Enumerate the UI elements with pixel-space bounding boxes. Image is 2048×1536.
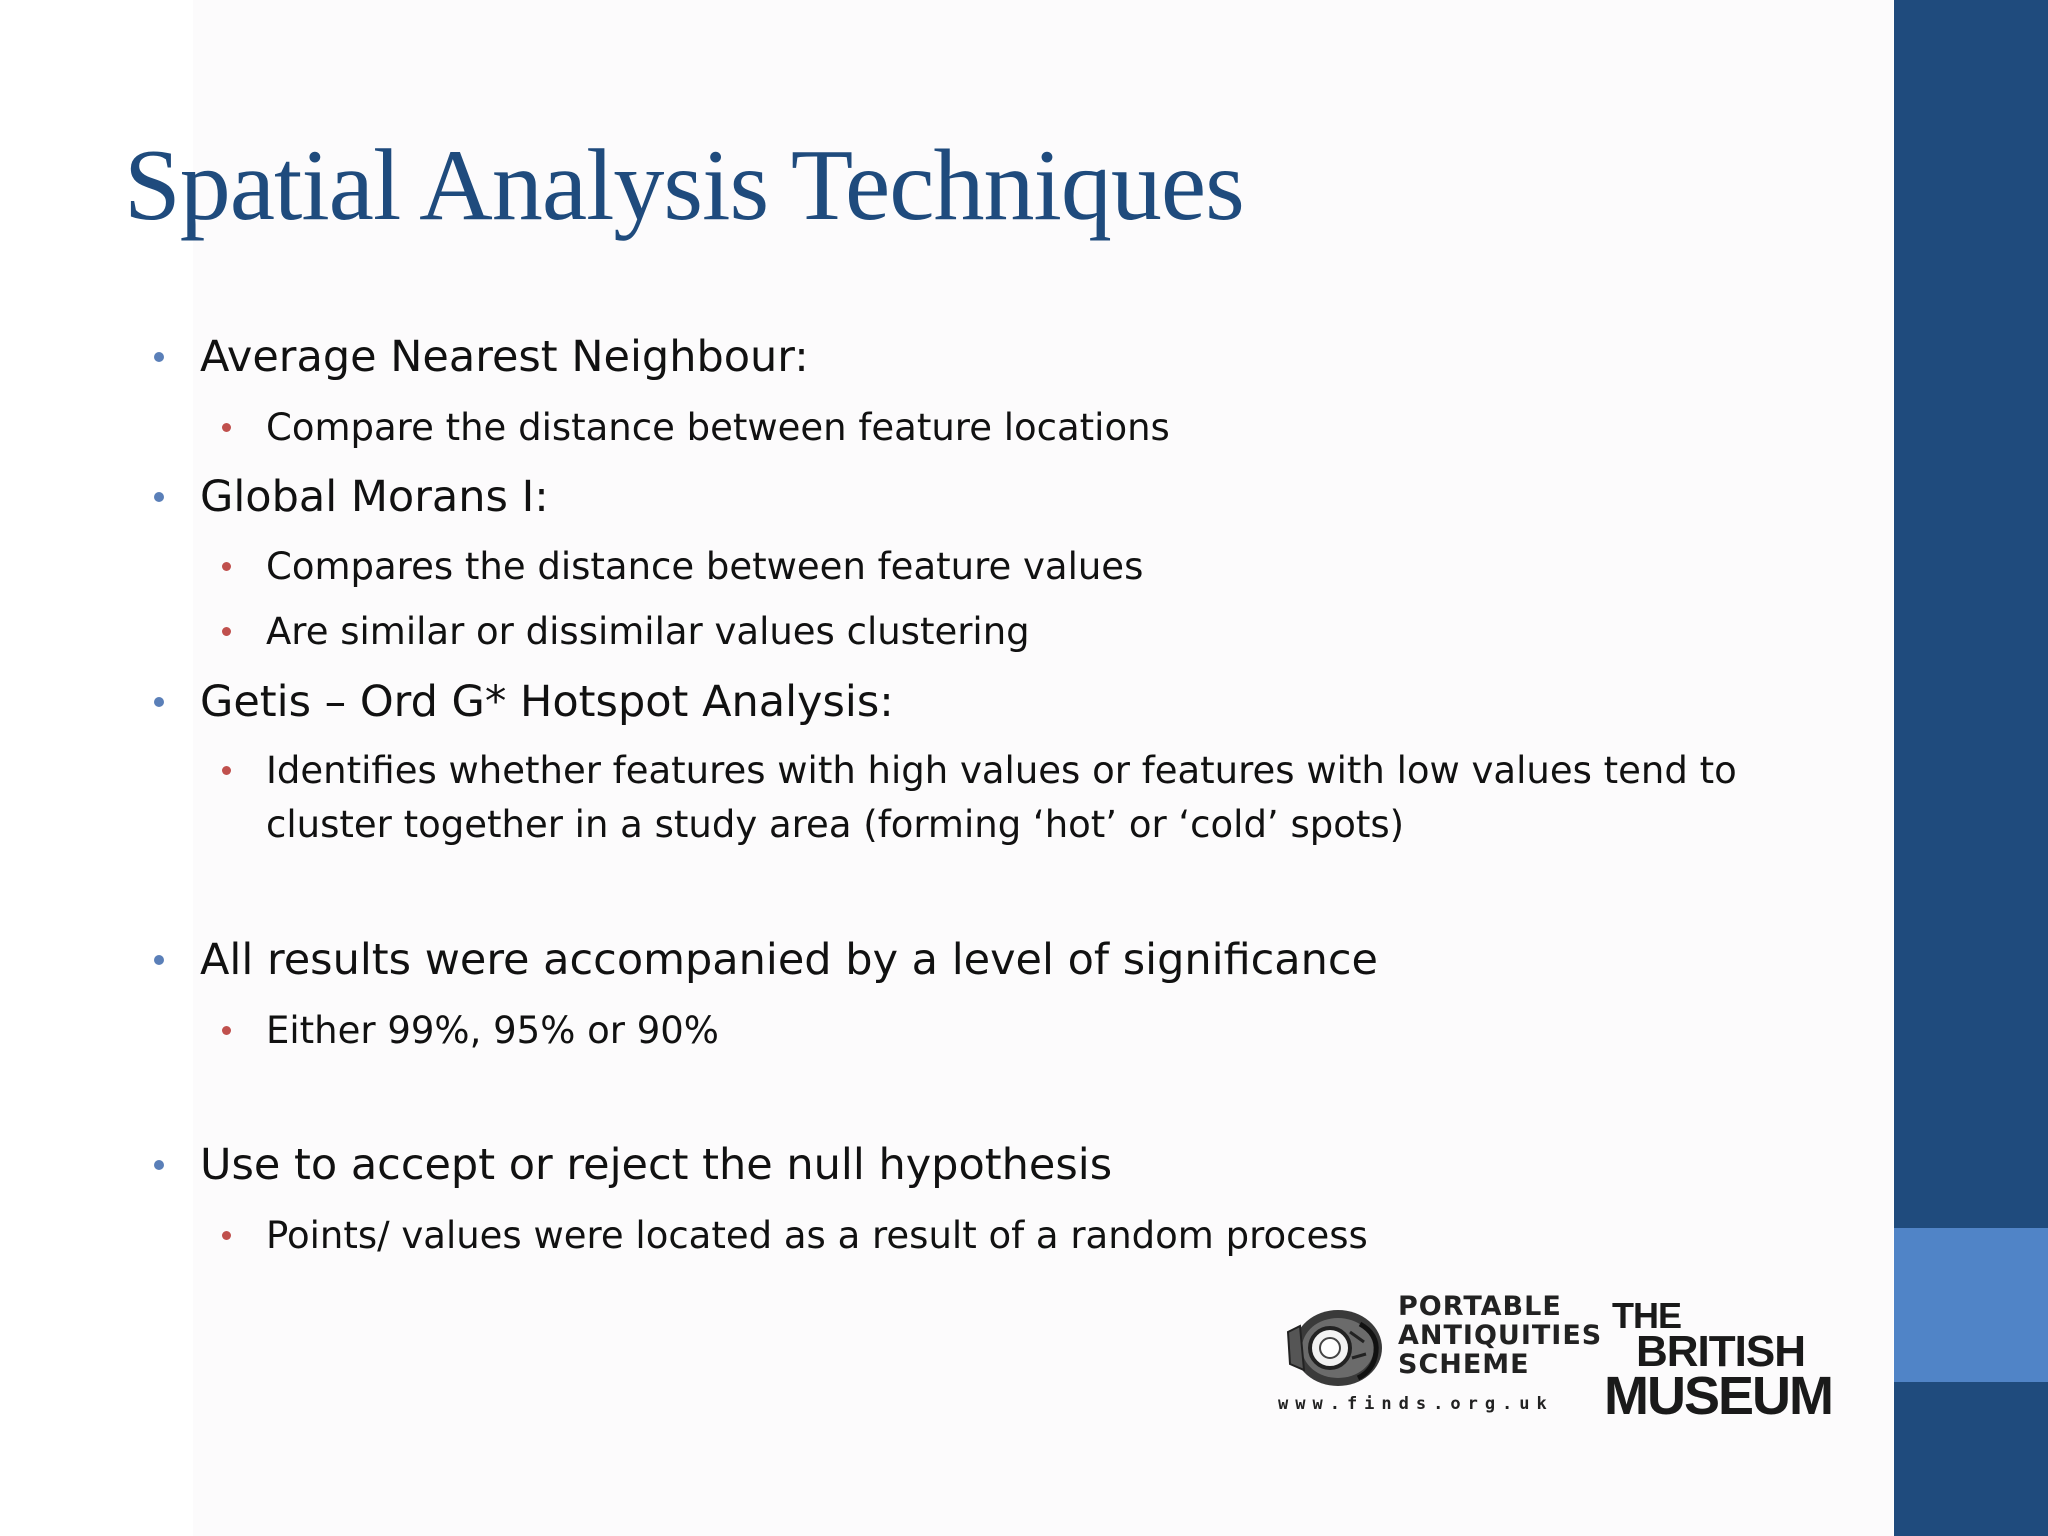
bullet-item (200, 467, 549, 527)
bullet-item (200, 672, 894, 732)
logo-area (1272, 1290, 1842, 1420)
bullet-text: Use to accept or reject the null hypothesis (200, 1140, 1113, 1190)
svg-text:BRITISH: BRITISH (1636, 1327, 1805, 1376)
bullet-dot-icon (154, 955, 164, 965)
bullet-text: All results were accompanied by a level of significance (200, 935, 1379, 985)
sub-bullet-dot-icon (222, 766, 231, 775)
sidebar-accent-block (1894, 1228, 2048, 1382)
sub-bullet-text: Either 99%, 95% or 90% (266, 1009, 719, 1052)
british-museum-logo (1604, 1290, 1844, 1420)
bullet-item (200, 930, 1378, 990)
sub-bullet-item (266, 1209, 1368, 1263)
sub-bullet-item (266, 744, 1766, 852)
sub-bullet-text: Compare the distance between feature locations (266, 406, 1170, 449)
sub-bullet-text: Are similar or dissimilar values clustering (266, 610, 1030, 653)
sub-bullet-dot-icon (222, 627, 231, 636)
sub-bullet-item (266, 401, 1170, 455)
sub-bullet-text: Compares the distance between feature values (266, 545, 1144, 588)
sub-bullet-item (266, 540, 1143, 594)
sub-bullet-dot-icon (222, 1231, 231, 1240)
svg-text:MUSEUM: MUSEUM (1604, 1366, 1832, 1420)
sub-bullet-item (266, 1004, 719, 1058)
sub-bullet-text: Identifies whether features with high values or features with low values tend to cluster together in a study area (forming ‘hot’ or ‘cold’ spots) (266, 749, 1737, 846)
slide-title: Spatial Analysis Techniques (124, 129, 1244, 242)
sub-bullet-item (266, 605, 1030, 659)
pas-logo-text: PORTABLE ANTIQUITIES SCHEME (1398, 1291, 1603, 1380)
bullet-dot-icon (154, 352, 164, 362)
sub-bullet-text: Points/ values were located as a result of a random process (266, 1214, 1368, 1257)
portable-antiquities-brooch-icon (1280, 1298, 1390, 1398)
bullet-dot-icon (154, 697, 164, 707)
bullet-item (200, 1135, 1112, 1195)
bullet-dot-icon (154, 492, 164, 502)
bullet-item (200, 327, 809, 387)
bullet-text: Average Nearest Neighbour: (200, 332, 809, 382)
bullet-dot-icon (154, 1160, 164, 1170)
sub-bullet-dot-icon (222, 423, 231, 432)
bullet-text: Global Morans I: (200, 472, 549, 522)
bullet-text: Getis – Ord G* Hotspot Analysis: (200, 677, 894, 727)
pas-logo-url: www.finds.org.uk (1278, 1394, 1554, 1414)
svg-text:THE: THE (1612, 1295, 1681, 1336)
sub-bullet-dot-icon (222, 1026, 231, 1035)
sub-bullet-dot-icon (222, 562, 231, 571)
